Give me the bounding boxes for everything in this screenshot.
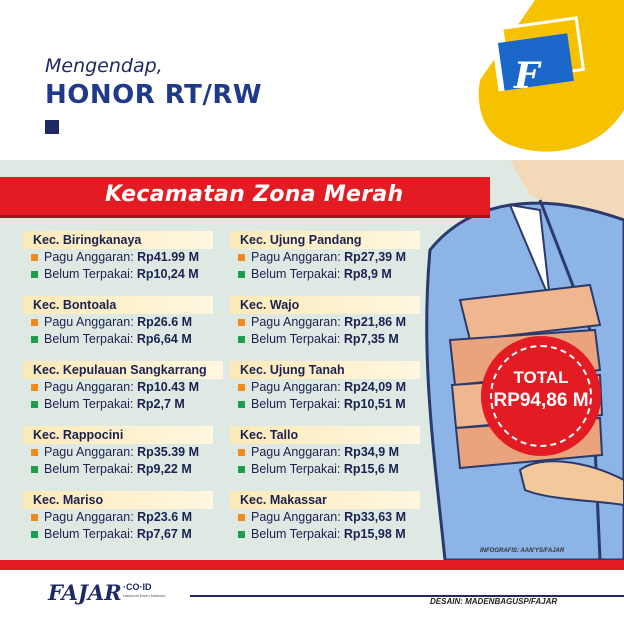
district-card bbox=[230, 231, 430, 283]
total-label: TOTAL bbox=[513, 368, 569, 387]
belum-label: Belum Terpakai: bbox=[251, 527, 341, 541]
green-bullet-icon bbox=[31, 466, 38, 473]
pagu-value: Rp27,39 M bbox=[344, 250, 406, 264]
belum-label: Belum Terpakai: bbox=[251, 397, 341, 411]
pagu-value: Rp34,9 M bbox=[344, 445, 400, 459]
belum-row bbox=[230, 526, 430, 543]
green-bullet-icon bbox=[238, 531, 245, 538]
belum-row bbox=[230, 461, 430, 478]
pagu-label: Pagu Anggaran: bbox=[44, 315, 134, 329]
belum-label: Belum Terpakai: bbox=[44, 527, 134, 541]
district-card bbox=[230, 296, 430, 348]
green-bullet-icon bbox=[238, 466, 245, 473]
belum-label: Belum Terpakai: bbox=[251, 462, 341, 476]
pagu-row bbox=[23, 379, 223, 396]
belum-row bbox=[23, 266, 223, 283]
belum-value: Rp15,98 M bbox=[343, 527, 406, 541]
orange-bullet-icon bbox=[31, 319, 38, 326]
belum-value: Rp8,9 M bbox=[343, 267, 392, 281]
green-bullet-icon bbox=[31, 336, 38, 343]
belum-row bbox=[230, 266, 430, 283]
footer-divider bbox=[190, 595, 624, 597]
belum-row bbox=[230, 396, 430, 413]
belum-row bbox=[23, 331, 223, 348]
pagu-value: Rp23.6 M bbox=[137, 510, 193, 524]
pagu-value: Rp26.6 M bbox=[137, 315, 193, 329]
bottom-red-strip bbox=[0, 560, 624, 570]
green-bullet-icon bbox=[31, 401, 38, 408]
pagu-value: Rp35.39 M bbox=[137, 445, 199, 459]
district-name: Kec. Bontoala bbox=[23, 296, 213, 314]
green-bullet-icon bbox=[238, 336, 245, 343]
pagu-label: Pagu Anggaran: bbox=[251, 445, 341, 459]
district-card bbox=[23, 231, 223, 283]
orange-bullet-icon bbox=[31, 449, 38, 456]
district-name: Kec. Ujung Pandang bbox=[230, 231, 420, 249]
district-name: Kec. Kepulauan Sangkarrang bbox=[23, 361, 223, 379]
green-bullet-icon bbox=[238, 401, 245, 408]
belum-row bbox=[230, 331, 430, 348]
green-bullet-icon bbox=[31, 531, 38, 538]
pagu-row bbox=[230, 379, 430, 396]
brand-suffix: ·CO·ID bbox=[123, 582, 152, 592]
district-name: Kec. Tallo bbox=[230, 426, 420, 444]
belum-label: Belum Terpakai: bbox=[44, 332, 134, 346]
district-name: Kec. Mariso bbox=[23, 491, 213, 509]
pagu-row bbox=[230, 509, 430, 526]
belum-value: Rp9,22 M bbox=[136, 462, 192, 476]
orange-bullet-icon bbox=[238, 254, 245, 261]
belum-label: Belum Terpakai: bbox=[251, 332, 341, 346]
orange-bullet-icon bbox=[238, 319, 245, 326]
fajar-logo-graphic bbox=[430, 0, 624, 165]
logo-letter: F bbox=[514, 55, 540, 97]
pagu-label: Pagu Anggaran: bbox=[44, 250, 134, 264]
title-square-decoration bbox=[45, 120, 59, 134]
belum-label: Belum Terpakai: bbox=[251, 267, 341, 281]
pagu-row bbox=[23, 509, 223, 526]
orange-bullet-icon bbox=[238, 449, 245, 456]
pagu-row bbox=[230, 444, 430, 461]
pagu-row bbox=[23, 314, 223, 331]
pagu-row bbox=[23, 249, 223, 266]
belum-value: Rp6,64 M bbox=[136, 332, 192, 346]
district-name: Kec. Biringkanaya bbox=[23, 231, 213, 249]
banner-title: Kecamatan Zona Merah bbox=[105, 182, 404, 207]
pagu-label: Pagu Anggaran: bbox=[251, 380, 341, 394]
belum-value: Rp2,7 M bbox=[136, 397, 185, 411]
district-name: Kec. Makassar bbox=[230, 491, 420, 509]
belum-value: Rp7,67 M bbox=[136, 527, 192, 541]
green-bullet-icon bbox=[238, 271, 245, 278]
pagu-label: Pagu Anggaran: bbox=[251, 315, 341, 329]
pagu-row bbox=[23, 444, 223, 461]
orange-bullet-icon bbox=[31, 384, 38, 391]
district-card bbox=[230, 491, 430, 543]
pagu-label: Pagu Anggaran: bbox=[251, 250, 341, 264]
pagu-label: Pagu Anggaran: bbox=[44, 445, 134, 459]
brand-tagline: Nasional Moen Network bbox=[123, 593, 166, 598]
belum-value: Rp10,51 M bbox=[343, 397, 406, 411]
pagu-value: Rp21,86 M bbox=[344, 315, 406, 329]
pagu-value: Rp10.43 M bbox=[137, 380, 199, 394]
district-card bbox=[23, 361, 223, 413]
pagu-label: Pagu Anggaran: bbox=[251, 510, 341, 524]
pagu-row bbox=[230, 249, 430, 266]
district-card bbox=[230, 426, 430, 478]
belum-label: Belum Terpakai: bbox=[44, 462, 134, 476]
total-value: RP94,86 M bbox=[493, 390, 589, 411]
pagu-value: Rp33,63 M bbox=[344, 510, 406, 524]
pagu-label: Pagu Anggaran: bbox=[44, 510, 134, 524]
district-name: Kec. Wajo bbox=[230, 296, 420, 314]
pagu-value: Rp24,09 M bbox=[344, 380, 406, 394]
district-card bbox=[23, 491, 223, 543]
green-bullet-icon bbox=[31, 271, 38, 278]
pagu-value: Rp41.99 M bbox=[137, 250, 199, 264]
infographic-credit: INFOGRAFIS: AAN'YS/FAJAR bbox=[480, 548, 565, 554]
brand-name: FAJAR bbox=[48, 580, 122, 605]
design-credit: DESAIN: MADENBAGUSP/FAJAR bbox=[430, 597, 558, 606]
belum-value: Rp10,24 M bbox=[136, 267, 199, 281]
belum-row bbox=[23, 461, 223, 478]
orange-bullet-icon bbox=[31, 514, 38, 521]
pagu-row bbox=[230, 314, 430, 331]
page-title: HONOR RT/RW bbox=[45, 80, 263, 110]
district-card bbox=[230, 361, 430, 413]
belum-label: Belum Terpakai: bbox=[44, 267, 134, 281]
district-name: Kec. Rappocini bbox=[23, 426, 213, 444]
district-name: Kec. Ujung Tanah bbox=[230, 361, 420, 379]
pagu-label: Pagu Anggaran: bbox=[44, 380, 134, 394]
orange-bullet-icon bbox=[238, 514, 245, 521]
orange-bullet-icon bbox=[238, 384, 245, 391]
belum-value: Rp15,6 M bbox=[343, 462, 399, 476]
belum-row bbox=[23, 396, 223, 413]
orange-bullet-icon bbox=[31, 254, 38, 261]
header-subtitle: Mengendap, bbox=[45, 55, 163, 77]
belum-row bbox=[23, 526, 223, 543]
district-card bbox=[23, 426, 223, 478]
belum-value: Rp7,35 M bbox=[343, 332, 399, 346]
belum-label: Belum Terpakai: bbox=[44, 397, 134, 411]
district-card bbox=[23, 296, 223, 348]
